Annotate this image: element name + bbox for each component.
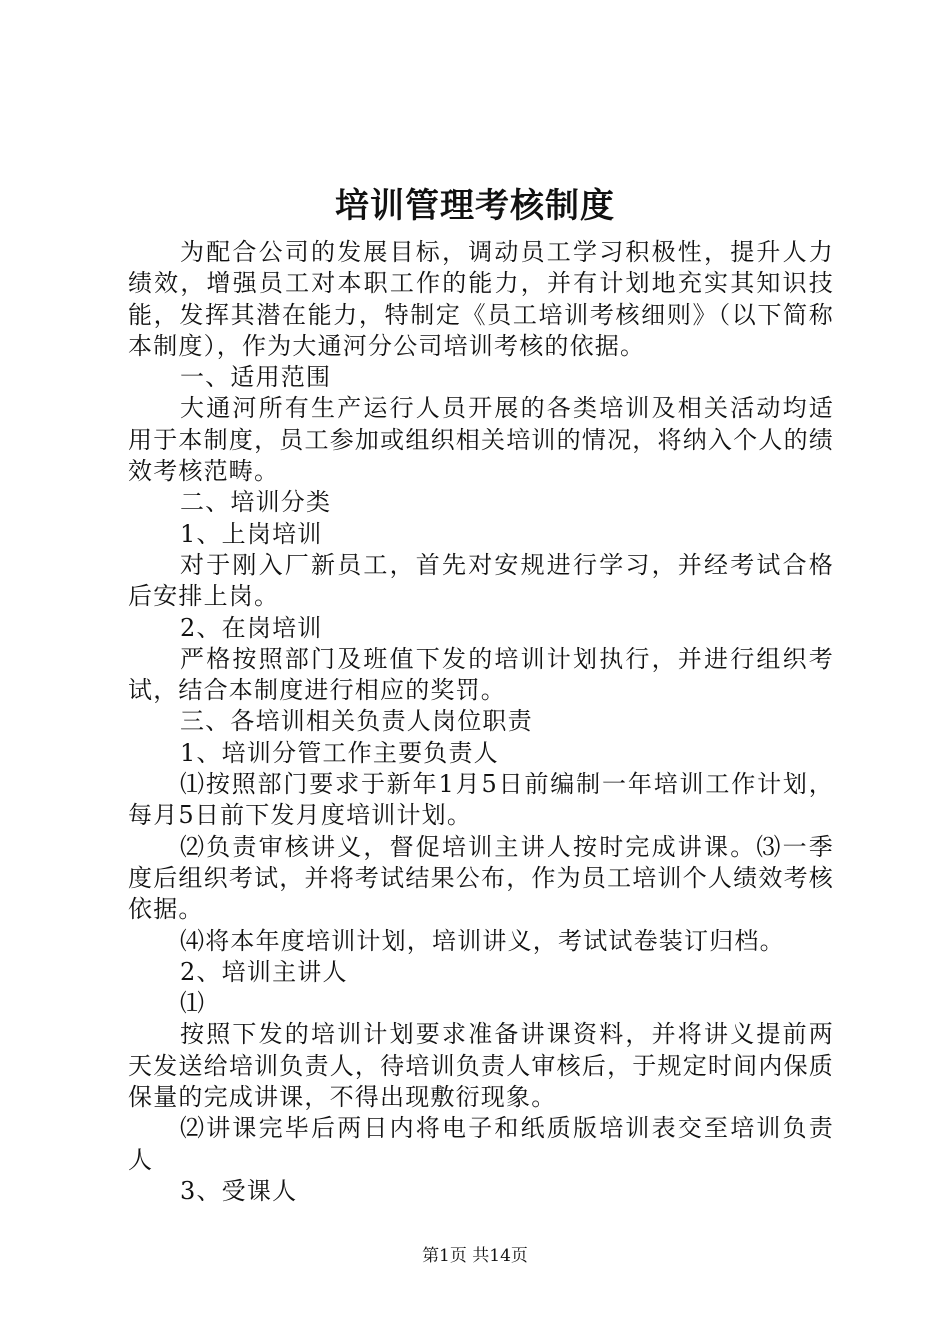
subheading-training-manager: 1、培训分管工作主要负责人 xyxy=(180,738,499,767)
subheading-onboarding-training: 1、上岗培训 xyxy=(180,519,323,548)
scope-paragraph: 大通河所有生产运行人员开展的各类培训及相关活动均适用于本制度，员工参加或组织相关培训的情况，将纳入个人的绩效考核范畴。 xyxy=(128,394,834,486)
lecturer-item-1: 按照下发的培训计划要求准备讲课资料，并将讲义提前两天发送给培训负责人，待培训负责人审核后，于规定时间内保质保量的完成讲课，不得出现敷衍现象。 xyxy=(128,1020,834,1112)
document-body xyxy=(128,237,834,1207)
subheading-trainee: 3、受课人 xyxy=(180,1176,298,1205)
manager-item-4: ⑷将本年度培训计划，培训讲义，考试试卷装订归档。 xyxy=(180,926,785,955)
lecturer-item-2: ⑵讲课完毕后两日内将电子和纸质版培训表交至培训负责人 xyxy=(128,1114,834,1174)
manager-item-2-3: ⑵负责审核讲义，督促培训主讲人按时完成讲课。⑶一季度后组织考试，并将考试结果公布，作为员工培训个人绩效考核依据。 xyxy=(128,832,834,924)
section-heading-scope: 一、适用范围 xyxy=(180,363,332,392)
subheading-onjob-training: 2、在岗培训 xyxy=(180,613,323,642)
page-number: 第1页 共14页 xyxy=(422,1246,528,1266)
section-heading-classification: 二、培训分类 xyxy=(180,488,332,517)
onjob-paragraph: 严格按照部门及班值下发的培训计划执行，并进行组织考试，结合本制度进行相应的奖罚。 xyxy=(128,644,834,705)
subheading-lecturer: 2、培训主讲人 xyxy=(180,957,348,986)
intro-paragraph: 为配合公司的发展目标，调动员工学习积极性，提升人力绩效，增强员工对本职工作的能力，并有计划地充实其知识技能，发挥其潜在能力，特制定《员工培训考核细则》（以下简称本制度），作为大通河分公司培训考核的依据。 xyxy=(128,238,834,360)
section-heading-responsibilities: 三、各培训相关负责人岗位职责 xyxy=(180,707,533,736)
lecturer-item-1-marker: ⑴ xyxy=(180,989,206,1018)
manager-item-1: ⑴按照部门要求于新年1月5日前编制一年培训工作计划，每月5日前下发月度培训计划。 xyxy=(128,770,834,830)
onboarding-paragraph: 对于刚入厂新员工，首先对安规进行学习，并经考试合格后安排上岗。 xyxy=(128,550,834,611)
document-title: 培训管理考核制度 xyxy=(335,186,615,226)
